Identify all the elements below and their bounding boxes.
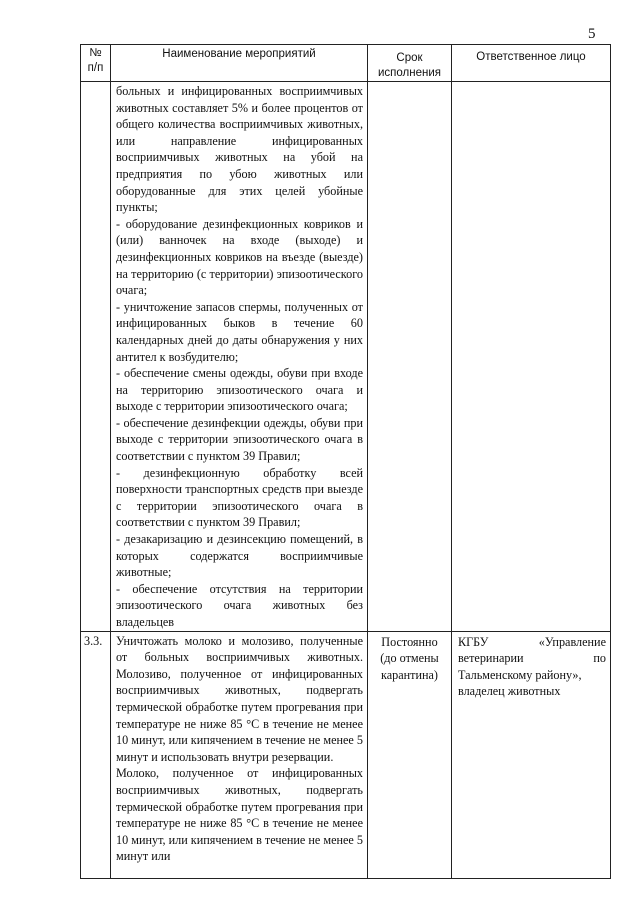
header-responsible xyxy=(452,45,611,82)
row-name-cell xyxy=(111,82,368,632)
row-term-cell xyxy=(368,82,452,632)
row-num-cell xyxy=(81,82,111,632)
header-num-text: № п/п xyxy=(87,47,104,74)
row-term xyxy=(368,82,451,84)
measure-paragraph: - дезакаризацию и дезинсекцию помещений, в которых содержатся восприимчивые животные; xyxy=(116,532,363,580)
header-term-text: Срок исполнения xyxy=(377,52,441,79)
measure-paragraph: - уничтожение запасов спермы, полученных от инфицированных быков в течение 60 календарных дней до даты обнаружения у них антител к возбудителю; xyxy=(116,299,363,364)
page-number: 5 xyxy=(588,26,596,42)
measure-paragraph: - дезинфекционную обработку всей поверхности транспортных средств при выезде с территории эпизоотического очага в соответствии с пунктом 39 Правил; xyxy=(116,465,363,530)
measure-paragraph: - обеспечение дезинфекции одежды, обуви при выходе с территории эпизоотического очага в соответствии с пунктом 39 Правил; xyxy=(116,415,363,464)
header-responsible-text: Ответственное лицо xyxy=(476,51,586,63)
row-term-cell xyxy=(368,631,452,878)
measure-paragraph: - оборудование дезинфекционных ковриков и (или) ванночек на входе (выходе) и дезинфекционных ковриков на въезде (выезде) на территорию (с территории) эпизоотического очага; xyxy=(116,216,363,298)
table-row xyxy=(81,631,611,878)
responsible-org: КГБУ «Управление ветеринарии по Тальменскому району», xyxy=(458,634,606,682)
responsible-owner: владелец животных xyxy=(458,684,561,699)
measure-paragraph: Уничтожать молоко и молозиво, полученные от больных восприимчивых животных. Молозиво, полученное от инфицированных восприимчивых животных, подвергать термической обработке путем прогревания при температуре не ниже 85 °С в течение не менее 10 минут, или кипячением в течение не менее 5 минут и использовать внутри резервации. xyxy=(116,633,363,764)
row-term: Постоянно (до отмены карантина) xyxy=(380,634,439,682)
row-name-cell xyxy=(111,631,368,878)
row-num-cell xyxy=(81,631,111,878)
measure-paragraph: больных и инфицированных восприимчивых животных составляет 5% и более процентов от общего количества восприимчивых животных, или направление инфицированных восприимчивых животных на убой на предприятия по убою животных или оборудованные для этих целей убойные пункты; xyxy=(116,84,363,215)
table-header-row xyxy=(81,45,611,82)
table-row xyxy=(81,82,611,632)
measure-paragraph: - обеспечение смены одежды, обуви при входе на территорию эпизоотического очага и выходе с территории эпизоотического очага; xyxy=(116,366,363,414)
header-name-text: Наименование мероприятий xyxy=(162,48,316,60)
row-responsible-cell xyxy=(452,631,611,878)
measures-table xyxy=(80,44,611,879)
measure-paragraph: Молоко, полученное от инфицированных восприимчивых животных, подвергать термической обработке путем прогревания при температуре не ниже 85 °С в течение не менее 10 минут, или кипячением в течение не менее 5 минут или xyxy=(116,766,363,864)
header-num xyxy=(81,45,111,82)
header-term xyxy=(368,45,452,82)
row-num xyxy=(81,82,110,84)
row-responsible xyxy=(452,82,610,84)
measure-paragraph: - обеспечение отсутствия на территории эпизоотического очага животных без владельцев xyxy=(116,581,363,629)
header-name xyxy=(111,45,368,82)
row-num: 3.3. xyxy=(84,633,103,648)
row-responsible-cell xyxy=(452,82,611,632)
